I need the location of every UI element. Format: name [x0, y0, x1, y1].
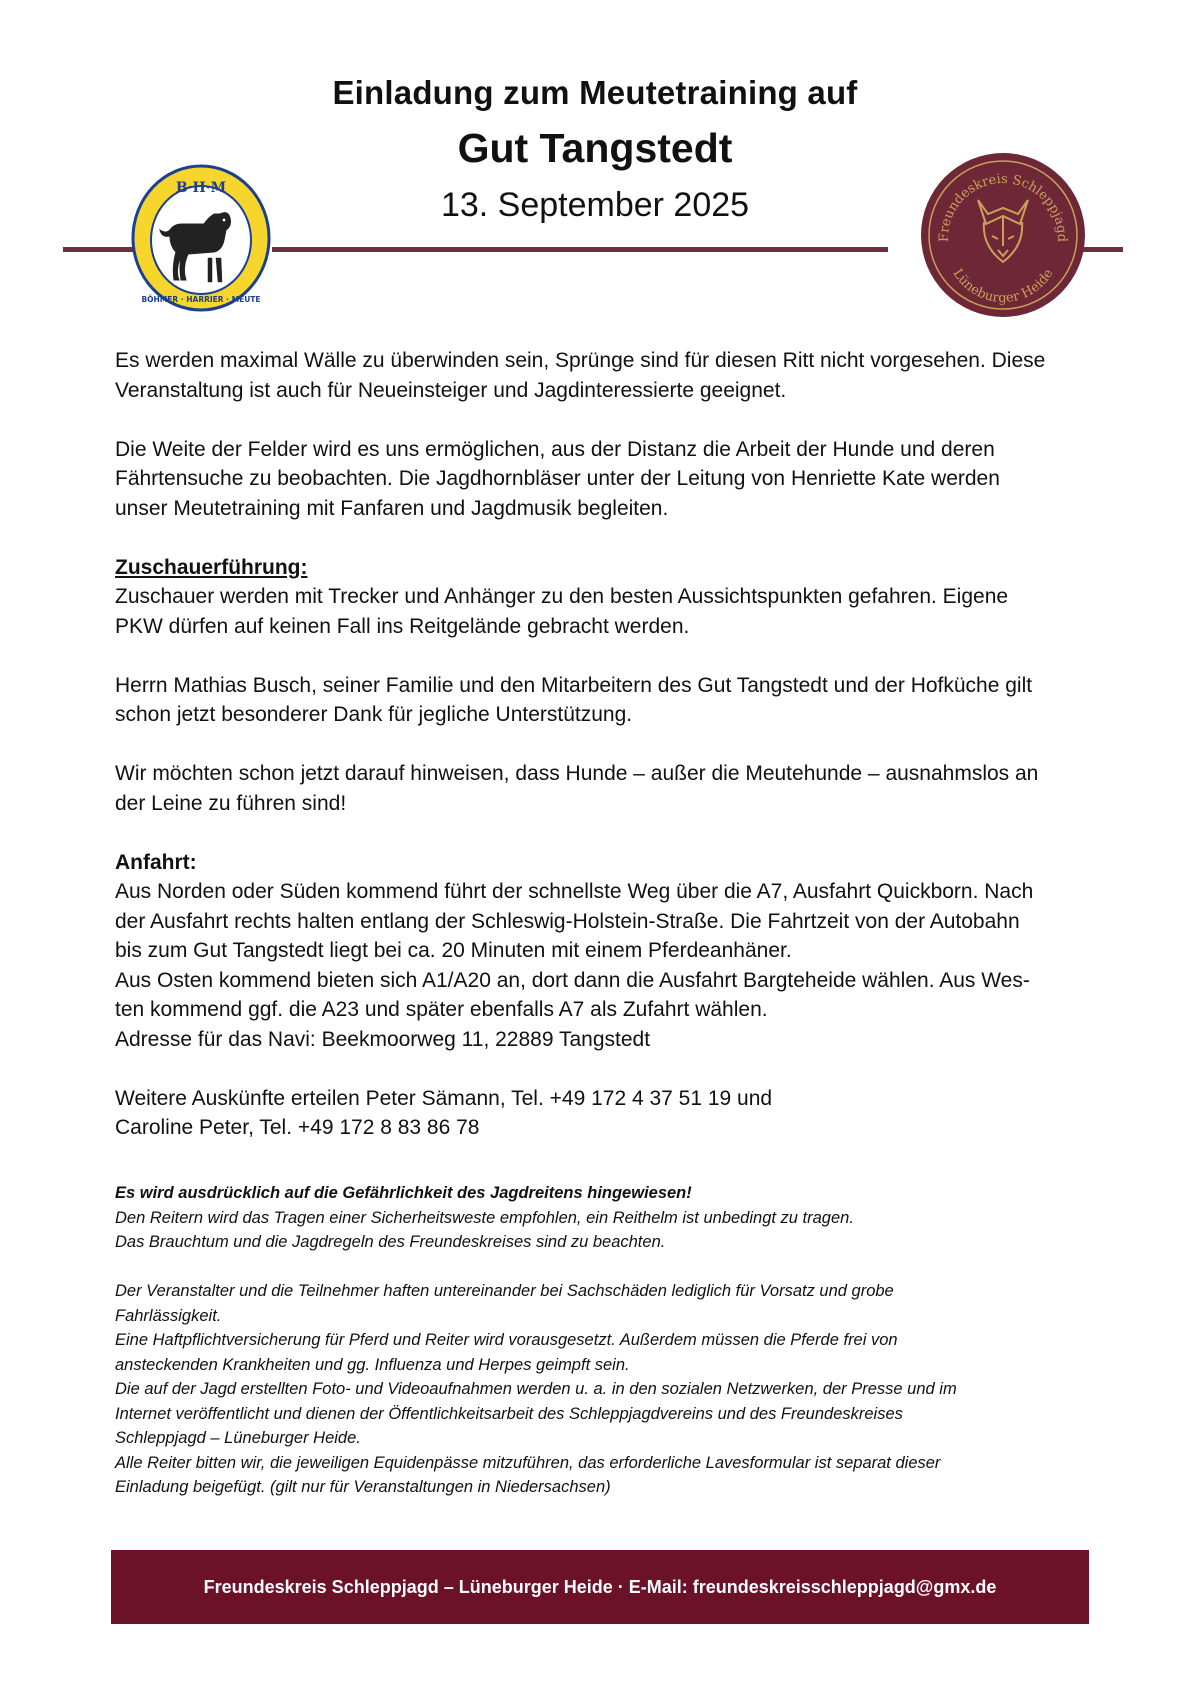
text-line: Aus Norden oder Süden kommend führt der schnellste Weg über die A7, Ausfahrt Quickborn. Nach: [115, 880, 1034, 903]
text-line: Fährtensuche zu beobachten. Die Jagdhornbläser unter der Leitung von Henriette Kate werden: [115, 467, 1000, 490]
event-date: 13. September 2025: [440, 186, 750, 224]
paragraph-dogs: [115, 759, 1100, 818]
paragraph-fields: [115, 435, 1100, 524]
text-line: Caroline Peter, Tel. +49 172 8 83 86 78: [115, 1116, 480, 1139]
title-line-1: Einladung zum Meutetraining auf: [332, 74, 858, 111]
footer-banner: [111, 1550, 1089, 1624]
text-line: bis zum Gut Tangstedt liegt bei ca. 20 Minuten mit einem Pferdeanhäner.: [115, 939, 792, 962]
text-line: Einladung beigefügt. (gilt nur für Veranstaltungen in Niedersachsen): [115, 1478, 611, 1496]
freundeskreis-logo-bottom-text: Lüneburger Heide: [949, 266, 1057, 307]
freundeskreis-logo: [918, 150, 1088, 320]
text-line: Internet veröffentlicht und dienen der Öffentlichkeitsarbeit des Schleppjagdvereins und des Freundeskreises: [115, 1404, 903, 1423]
bhm-logo-top-text: B·H·M: [175, 180, 227, 196]
legal-warning: Es wird ausdrücklich auf die Gefährlichkeit des Jagdreitens hingewiesen!: [115, 1184, 692, 1202]
text-line: PKW dürfen auf keinen Fall ins Reitgelände gebracht werden.: [115, 614, 690, 638]
paragraph-thanks: [115, 671, 1100, 730]
text-line: der Ausfahrt rechts halten entlang der Schleswig-Holstein-Straße. Die Fahrtzeit von der Autobahn: [115, 909, 1020, 933]
text-line: unser Meutetraining mit Fanfaren und Jagdmusik begleiten.: [115, 496, 669, 520]
text-line: Fahrlässigkeit.: [115, 1306, 222, 1325]
text-line: der Leine zu führen sind!: [115, 791, 347, 815]
text-line: Zuschauer werden mit Trecker und Anhänger zu den besten Aussichtspunkten gefahren. Eigene: [115, 585, 1009, 608]
document-header: [0, 0, 1190, 340]
section-heading-directions: Anfahrt:: [115, 850, 197, 874]
legal-block-liability: [115, 1279, 1100, 1500]
text-line: Schleppjagd – Lüneburger Heide.: [115, 1429, 361, 1447]
text-line: Weitere Auskünfte erteilen Peter Sämann, Tel. +49 172 4 37 51 19 und: [115, 1086, 773, 1110]
text-line: Es werden maximal Wälle zu überwinden sein, Sprünge sind für diesen Ritt nicht vorgesehen. Diese: [115, 349, 1046, 372]
paragraph-terrain: [115, 346, 1100, 405]
paragraph-contacts: [115, 1084, 1100, 1143]
bhm-logo-ring-text: BÖHMER · HARRIER · MEUTE: [141, 295, 261, 304]
text-line: Adresse für das Navi: Beekmoorweg 11, 22889 Tangstedt: [115, 1027, 651, 1051]
text-line: ten kommend ggf. die A23 und später ebenfalls A7 als Zufahrt wählen.: [115, 998, 768, 1021]
text-line: Der Veranstalter und die Teilnehmer haften untereinander bei Sachschäden lediglich für Vorsatz und grobe: [115, 1282, 894, 1300]
paragraph-spectators: [115, 553, 1100, 642]
section-heading-spectators: Zuschauerführung:: [115, 555, 308, 579]
text-line: Herrn Mathias Busch, seiner Familie und den Mitarbeitern des Gut Tangstedt und der Hofküche gilt: [115, 673, 1033, 697]
text-line: Veranstaltung ist auch für Neueinsteiger und Jagdinteressierte geeignet.: [115, 378, 787, 402]
header-rule-center: [272, 247, 888, 252]
text-line: Alle Reiter bitten wir, die jeweiligen Equidenpässe mitzuführen, das erforderliche Lavesformular ist separat dieser: [115, 1453, 941, 1472]
title-line-2: Gut Tangstedt: [457, 125, 733, 171]
legal-notice: [115, 1181, 1100, 1524]
text-line: ansteckenden Krankheiten und gg. Influenza und Herpes geimpft sein.: [115, 1355, 630, 1374]
text-line: Eine Haftpflichtversicherung für Pferd und Reiter wird vorausgesetzt. Außerdem müssen die Pferde frei von: [115, 1331, 898, 1349]
paragraph-directions: [115, 848, 1100, 1055]
footer-contact-text: Freundeskreis Schleppjagd – Lüneburger Heide · E-Mail: freundeskreisschleppjagd@gmx.de: [203, 1577, 997, 1597]
bhm-logo: [130, 162, 272, 314]
legal-block-safety: [115, 1181, 1100, 1255]
text-line: Wir möchten schon jetzt darauf hinweisen, dass Hunde – außer die Meutehunde – ausnahmslos an: [115, 762, 1039, 785]
text-line: Die auf der Jagd erstellten Foto- und Videoaufnahmen werden u. a. in den sozialen Netzwerken, der Presse und im: [115, 1380, 957, 1398]
freundeskreis-logo-top-text: Freundeskreis Schleppjagd: [936, 171, 1070, 243]
text-line: Die Weite der Felder wird es uns ermöglichen, aus der Distanz die Arbeit der Hunde und deren: [115, 437, 995, 461]
text-line: schon jetzt besonderer Dank für jegliche Unterstützung.: [115, 703, 633, 726]
text-line: Das Brauchtum und die Jagdregeln des Freundeskreises sind zu beachten.: [115, 1233, 666, 1251]
invitation-body: [115, 346, 1100, 1172]
text-line: Den Reitern wird das Tragen einer Sicherheitsweste empfohlen, ein Reithelm ist unbedingt zu tragen.: [115, 1208, 854, 1227]
text-line: Aus Osten kommend bieten sich A1/A20 an, dort dann die Ausfahrt Bargteheide wählen. Aus Wes-: [115, 968, 1030, 992]
